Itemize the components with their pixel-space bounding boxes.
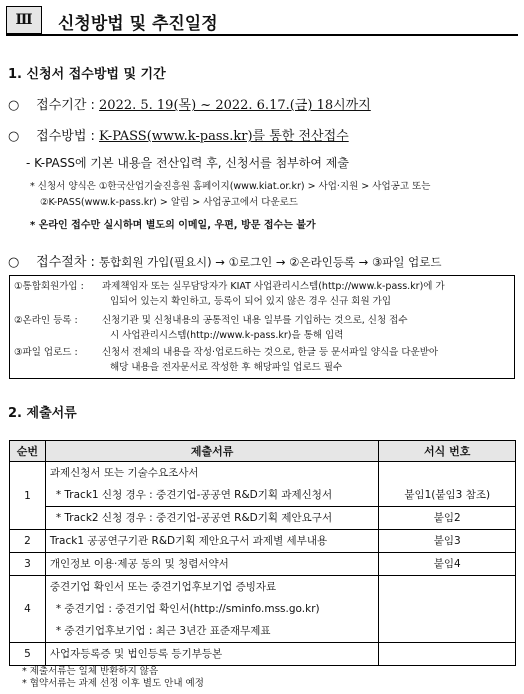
method-sub-line: - K-PASS에 기본 내용을 전산입력 후, 신청서를 첨부하여 제출 [26,156,349,170]
section-header [6,6,518,36]
footnote: * 제출서류는 일체 반환하지 않음 [22,666,159,677]
circle-bullet: ○ [8,255,20,270]
period-label: 접수기간 : [36,98,95,113]
circle-bullet: ○ [8,98,20,113]
table-row [10,553,516,576]
row-no: 1 [10,462,46,530]
box-item-text: 해당 내용을 전자문서로 작성한 후 해당파일 업로드 필수 [110,362,343,373]
row-form-line: 붙임3 [433,535,461,547]
row-doc-line: Track1 공공연구기관 R&D기획 제안요구서 과제별 세부내용 [49,535,328,547]
box-item-label: ③파일 업로드 : [14,347,78,358]
box-item-text: 신청기관 및 신청내용의 공통적인 내용 일부를 기입하는 것으로, 신청 접수 [102,315,408,326]
row-no: 4 [10,576,46,643]
row-form-line: 붙임4 [433,558,461,570]
box-item-label: ②온라인 등록 : [14,315,78,326]
row-doc-line: 중견기업 확인서 또는 중견기업후보기업 증빙자료 [49,581,277,593]
procedure-row [8,251,441,270]
table-row [10,643,516,666]
row-form-line: 붙임1(붙임3 참조) [379,484,515,507]
method-note-1b: ②K-PASS(www.k-pass.kr) > 알림 > 사업공고에서 다운로드 [40,197,298,208]
row-doc-line: 개인정보 이용·제공 동의 및 청렴서약서 [49,558,229,570]
method-row [8,125,349,144]
header-cell-no: 순번 [10,441,46,462]
table-header-row [10,441,516,462]
row-no: 3 [10,553,46,576]
footnote: * 협약서류는 과제 선정 이후 별도 안내 예정 [22,678,204,689]
table-row [10,530,516,553]
box-item-text: 과제책임자 또는 실무담당자가 KIAT 사업관리시스템(http://www.k-pass.kr)에 가 [102,281,445,292]
table-row [10,576,516,643]
subsection-title-2: 2. 제출서류 [8,406,77,421]
method-label: 접수방법 : [36,129,95,144]
box-item-text: 입되어 있는지 확인하고, 등록이 되어 있지 않은 경우 신규 회원 가입 [110,296,391,307]
method-note-2: * 온라인 접수만 실시하며 별도의 이메일, 우편, 방문 접수는 불가 [30,220,316,231]
row-doc-line: 과제신청서 또는 기술수요조사서 [49,467,199,479]
period-value: 2022. 5. 19(목) ~ 2022. 6.17.(금) 18시까지 [99,98,371,113]
circle-bullet: ○ [8,129,20,144]
header-cell-form: 서식 번호 [379,441,516,462]
method-value: K-PASS(www.k-pass.kr)를 통한 전산접수 [99,129,349,144]
row-doc-line: * Track1 신청 경우 : 중견기업-공공연 R&D기획 과제신청서 [46,484,379,507]
period-row [8,94,371,113]
row-form [379,643,516,666]
row-doc-line: * 중견기업후보기업 : 최근 3년간 표준재무제표 [55,625,271,637]
box-item-text: 시 사업관리시스템(http://www.k-pass.kr)을 통해 입력 [110,330,344,341]
row-doc-line: * 중견기업 : 중견기업 확인서(http://sminfo.mss.go.kr) [55,603,320,615]
procedure-detail-box [9,275,515,379]
box-item-text: 신청서 전체의 내용을 작성·업로드하는 것으로, 한글 등 문서파일 양식을 다운받아 [102,347,439,358]
row-doc-line: * Track2 신청 경우 : 중견기업-공공연 R&D기획 제안요구서 [55,512,333,524]
row-no: 2 [10,530,46,553]
subsection-title-1: 1. 신청서 접수방법 및 기간 [8,67,166,82]
table-row [10,462,516,530]
row-no: 5 [10,643,46,666]
row-form [379,576,516,643]
method-note-1a: * 신청서 양식은 ①한국산업기술진흥원 홈페이지(www.kiat.or.kr) > 사업·지원 > 사업공고 또는 [30,181,431,192]
row-doc-line: 사업자등록증 및 법인등록 등기부등본 [49,648,223,660]
procedure-value: 통합회원 가입(필요시) → ①로그인 → ②온라인등록 → ③파일 업로드 [99,255,442,269]
row-form-line [379,462,515,484]
box-item-label: ①통합회원가입 : [14,281,84,292]
documents-table [9,440,516,666]
section-title: 신청방법 및 추진일정 [58,14,218,34]
row-form-line: 붙임2 [433,512,461,524]
procedure-label: 접수절차 : [36,255,95,270]
section-number: Ⅲ [6,6,42,34]
header-cell-doc: 제출서류 [45,441,379,462]
